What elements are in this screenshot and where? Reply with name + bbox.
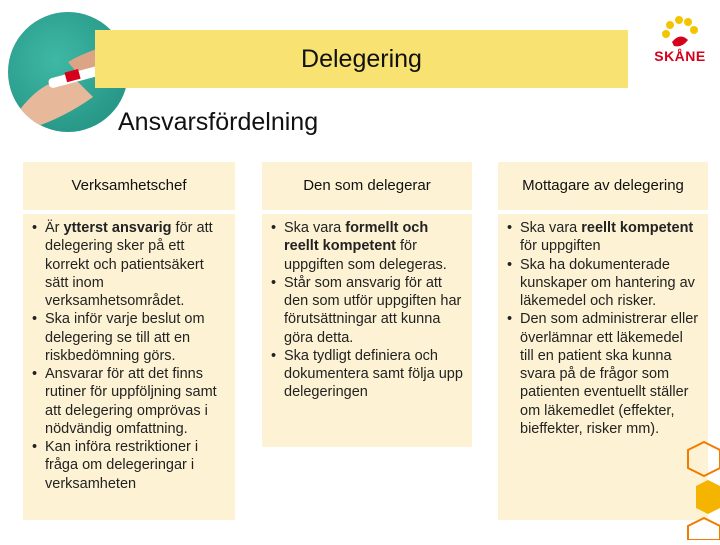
text-run: Står som ansvarig för att den som utför uppgiften har förutsättningar att kunna göra detta. bbox=[284, 274, 462, 346]
bullet-item bbox=[45, 438, 227, 493]
bullet-item bbox=[45, 310, 227, 365]
text-run: Ansvarar för att det finns rutiner för uppföljning samt att delegering omprövas i nödvändig omfattning. bbox=[45, 366, 217, 437]
text-run: för uppgiften som delegeras. bbox=[284, 238, 447, 273]
slide-title: Delegering bbox=[301, 44, 422, 73]
column-header-verksamhetschef: Verksamhetschef bbox=[23, 162, 235, 210]
bold-text: ytterst ansvarig bbox=[63, 220, 172, 236]
section-heading: Ansvarsfördelning bbox=[118, 108, 319, 136]
text-run: Kan införa restriktioner i fråga om delegeringar i verksamheten bbox=[45, 439, 199, 492]
text-run: Är bbox=[45, 220, 64, 236]
bullet-item bbox=[45, 365, 227, 438]
bullet-item bbox=[284, 347, 464, 402]
column-header-delegerar: Den som delegerar bbox=[262, 162, 472, 210]
column-body-delegerar bbox=[262, 214, 472, 447]
bullet-item bbox=[45, 219, 227, 310]
bullet-list bbox=[506, 219, 700, 438]
column-header-mottagare: Mottagare av delegering bbox=[498, 162, 708, 210]
text-run: för uppgiften bbox=[520, 238, 601, 255]
bullet-item bbox=[520, 310, 700, 438]
title-banner bbox=[95, 30, 628, 88]
text-run: Ska ha dokumenterade kunskaper om hantering av läkemedel och risker. bbox=[520, 256, 695, 310]
text-run: Ska vara bbox=[520, 220, 582, 236]
text-run: Ska tydligt definiera och dokumentera samt följa upp delegeringen bbox=[284, 347, 463, 401]
text-run: Ska vara bbox=[284, 220, 346, 236]
bullet-list bbox=[270, 219, 464, 402]
bold-text: formellt och reellt kompetent bbox=[284, 220, 429, 255]
bullet-item bbox=[284, 274, 464, 347]
hexagon-decoration bbox=[684, 440, 720, 540]
bullet-item bbox=[520, 256, 700, 311]
text-run: för att delegering sker på ett korrekt och patientsäkert sätt inom verksamhetsområdet. bbox=[45, 220, 213, 310]
text-run: Den som administrerar eller överlämnar ett läkemedel till en patient ska kunna svara på de frågor som patienten eventuellt ställer om läkemedlet (effekter, bieffekter, risker mm). bbox=[520, 311, 699, 437]
column-body-verksamhetschef bbox=[23, 214, 235, 520]
bullet-item bbox=[520, 219, 700, 256]
bullet-list bbox=[31, 219, 227, 493]
bold-text: reellt kompetent bbox=[581, 220, 694, 236]
column-body-mottagare bbox=[498, 214, 708, 520]
logo-text: SKÅNE bbox=[654, 48, 706, 64]
text-run: Ska inför varje beslut om delegering se till att en riskbedömning görs. bbox=[45, 311, 205, 364]
bullet-item bbox=[284, 219, 464, 274]
